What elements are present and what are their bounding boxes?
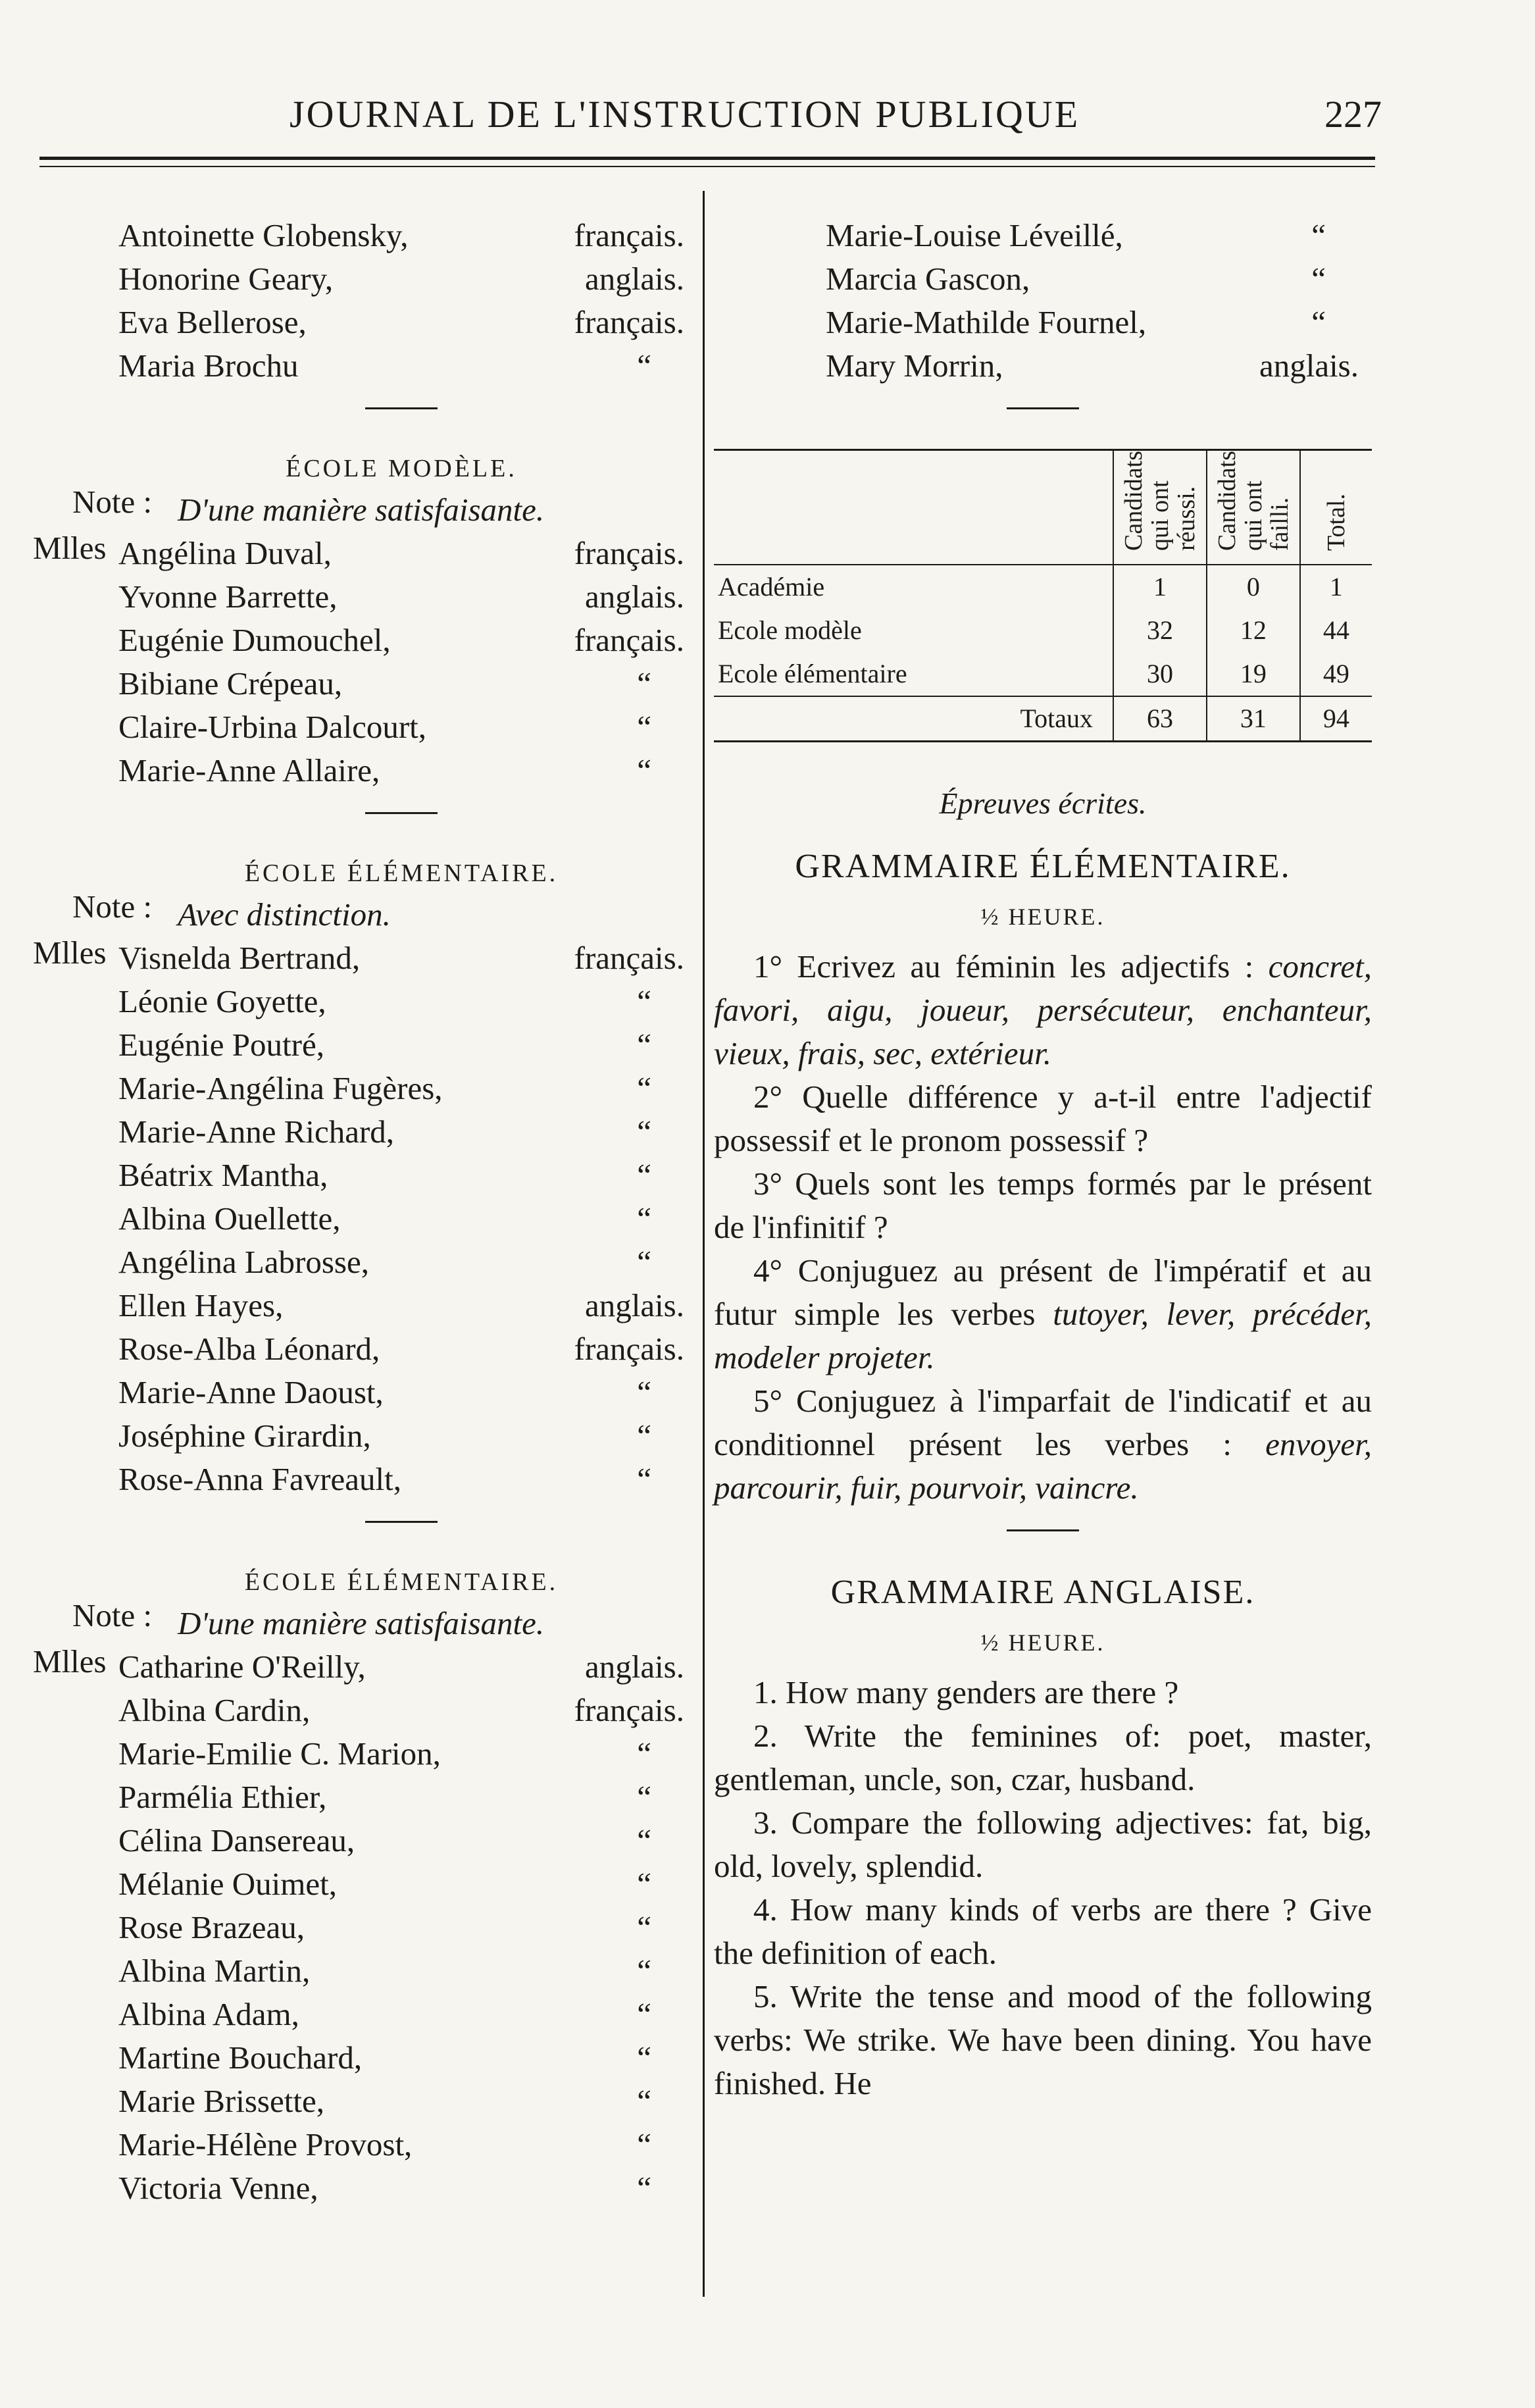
milles-label: Mlles (33, 1643, 107, 1679)
section-ecole-elementaire-distinction (33, 854, 684, 1501)
header-rule (39, 157, 1375, 160)
note-text: D'une manière satisfaisante. (178, 492, 545, 528)
note-text: Avec distinction. (178, 896, 391, 933)
milles-label: Mlles (33, 935, 107, 971)
note-label: Note : (72, 1597, 153, 1633)
list-item: Ellen Hayes, anglais. (118, 1287, 684, 1323)
question-2: 2° Quelle différence y a-t-il entre l'adjectif possessif et le pronom possessif ? (714, 1078, 1372, 1158)
list-item: Parmélia Ethier, “ (118, 1779, 651, 1815)
section-divider (365, 407, 438, 409)
list-item: Martine Bouchard, “ (118, 2039, 651, 2076)
question-4: 4° Conjuguez au présent de l'impératif et au futur simple les verbes tutoyer, lever, précéder, modeler projeter. (714, 1252, 1372, 1375)
epreuves-heading: Épreuves écrites. (939, 786, 1147, 820)
note-text: D'une manière satisfaisante. (178, 1605, 545, 1641)
section-divider (1007, 407, 1079, 409)
note-label: Note : (72, 484, 153, 520)
list-item: Marie Brissette, “ (118, 2083, 651, 2119)
list-item: Eugénie Poutré, “ (118, 1027, 651, 1063)
list-item: Marie-Mathilde Fournel, “ (826, 304, 1326, 340)
note-label: Note : (72, 888, 153, 925)
section-ecole-modele (33, 449, 684, 792)
note-line (72, 1597, 684, 1645)
list-item: Léonie Goyette, “ (118, 983, 651, 1019)
list-item: Mary Morrin, anglais. (826, 347, 1359, 384)
list-item: Yvonne Barrette, anglais. (118, 578, 684, 615)
section-title: ÉCOLE ÉLÉMENTAIRE. (244, 1568, 559, 1596)
list-item: Bibiane Crépeau, “ (118, 665, 651, 702)
list-item: Joséphine Girardin, “ (118, 1418, 651, 1454)
note-line (72, 484, 684, 532)
list-item: Rose Brazeau, “ (118, 1909, 651, 1945)
list-item: Marie-Angélina Fugères, “ (118, 1070, 651, 1106)
list-item: Marie-Anne Allaire, “ (118, 752, 651, 788)
header-reussi: Candidats qui ont réussi. (1113, 450, 1207, 565)
list-item: Maria Brochu “ (118, 347, 651, 384)
list-item: Albina Ouellette, “ (118, 1200, 651, 1237)
list-item: Angélina Labrosse, “ (118, 1244, 651, 1280)
list-item: Mélanie Ouimet, “ (118, 1866, 651, 1902)
table-row: Académie 1 0 1 (714, 565, 1372, 609)
list-item: Eugénie Dumouchel, français. (118, 622, 684, 658)
question-5: 5° Conjuguez à l'imparfait de l'indicatif et au conditionnel présent les verbes : envoyer, parcourir, fuir, pourvoir, vaincre. (714, 1382, 1372, 1506)
right-column (714, 214, 1372, 2105)
list-item: Visnelda Bertrand, français. (118, 940, 684, 976)
list-item: Antoinette Globensky, français. (118, 217, 684, 253)
results-table (714, 449, 1372, 742)
list-item: Angélina Duval, français. (118, 535, 684, 571)
table-row: Ecole modèle 32 12 44 (714, 609, 1372, 652)
question-5: 5. Write the tense and mood of the following verbs: We strike. We have been dining. You have finished. He (714, 1978, 1372, 2101)
list-item: Catharine O'Reilly, anglais. (118, 1649, 684, 1685)
left-top-list (118, 214, 684, 388)
milles-label: Mlles (33, 530, 107, 566)
header-total: Total. (1300, 450, 1372, 565)
column-separator (703, 191, 705, 2297)
duration-label: ½ HEURE. (980, 1629, 1105, 1656)
list-item: Marie-Hélène Provost, “ (118, 2126, 651, 2163)
section-title: ÉCOLE MODÈLE. (286, 455, 517, 482)
section-title: GRAMMAIRE ANGLAISE. (830, 1573, 1255, 1611)
section-divider (1007, 1529, 1079, 1531)
list-item: Rose-Alba Léonard, français. (118, 1331, 684, 1367)
page-header (132, 92, 1382, 145)
list-item: Marcia Gascon, “ (826, 261, 1326, 297)
table-row: Ecole élémentaire 30 19 49 (714, 652, 1372, 696)
list-item: Rose-Anna Favreault, “ (118, 1461, 651, 1497)
section-title: ÉCOLE ÉLÉMENTAIRE. (244, 859, 559, 887)
list-item: Marie-Louise Léveillé, “ (826, 217, 1326, 253)
section-grammaire-elementaire (714, 845, 1372, 1510)
list-item: Eva Bellerose, français. (118, 304, 684, 340)
header-failli: Candidats qui ont failli. (1207, 450, 1300, 565)
list-item: Albina Adam, “ (118, 1996, 651, 2032)
section-grammaire-anglaise (714, 1571, 1372, 2105)
question-1: 1° Ecrivez au féminin les adjectifs : concret, favori, aigu, joueur, persécuteur, enchanteur, vieux, frais, sec, extérieur. (714, 948, 1372, 1071)
section-ecole-elementaire-satisfaisante (33, 1562, 684, 2210)
right-top-list (714, 214, 1372, 388)
duration-label: ½ HEURE. (980, 903, 1105, 930)
question-3: 3. Compare the following adjectives: fat, big, old, lovely, splendid. (714, 1804, 1372, 1884)
list-item: Célina Dansereau, “ (118, 1822, 651, 1858)
section-title: GRAMMAIRE ÉLÉMENTAIRE. (795, 847, 1291, 885)
list-item: Béatrix Mantha, “ (118, 1157, 651, 1193)
question-1: 1. How many genders are there ? (753, 1674, 1179, 1710)
list-item: Marie-Emilie C. Marion, “ (118, 1735, 651, 1772)
list-item: Marie-Anne Daoust, “ (118, 1374, 651, 1410)
table-header-row (714, 450, 1372, 565)
question-2: 2. Write the feminines of: poet, master, gentleman, uncle, son, czar, husband. (714, 1717, 1372, 1797)
table-total-row: Totaux 63 31 94 (714, 696, 1372, 742)
list-item: Albina Martin, “ (118, 1953, 651, 1989)
list-item: Albina Cardin, français. (118, 1692, 684, 1728)
list-item: Honorine Geary, anglais. (118, 261, 684, 297)
header-rule-thin (39, 166, 1375, 167)
left-column (33, 214, 684, 2210)
journal-title: JOURNAL DE L'INSTRUCTION PUBLIQUE (289, 93, 1080, 136)
note-line (72, 888, 684, 936)
list-item: Marie-Anne Richard, “ (118, 1114, 651, 1150)
section-divider (365, 1521, 438, 1523)
question-4: 4. How many kinds of verbs are there ? Give the definition of each. (714, 1891, 1372, 1971)
page-number: 227 (1324, 93, 1382, 136)
question-3: 3° Quels sont les temps formés par le présent de l'infinitif ? (714, 1165, 1372, 1245)
list-item: Claire-Urbina Dalcourt, “ (118, 709, 651, 745)
list-item: Victoria Venne, “ (118, 2170, 651, 2206)
section-divider (365, 812, 438, 814)
